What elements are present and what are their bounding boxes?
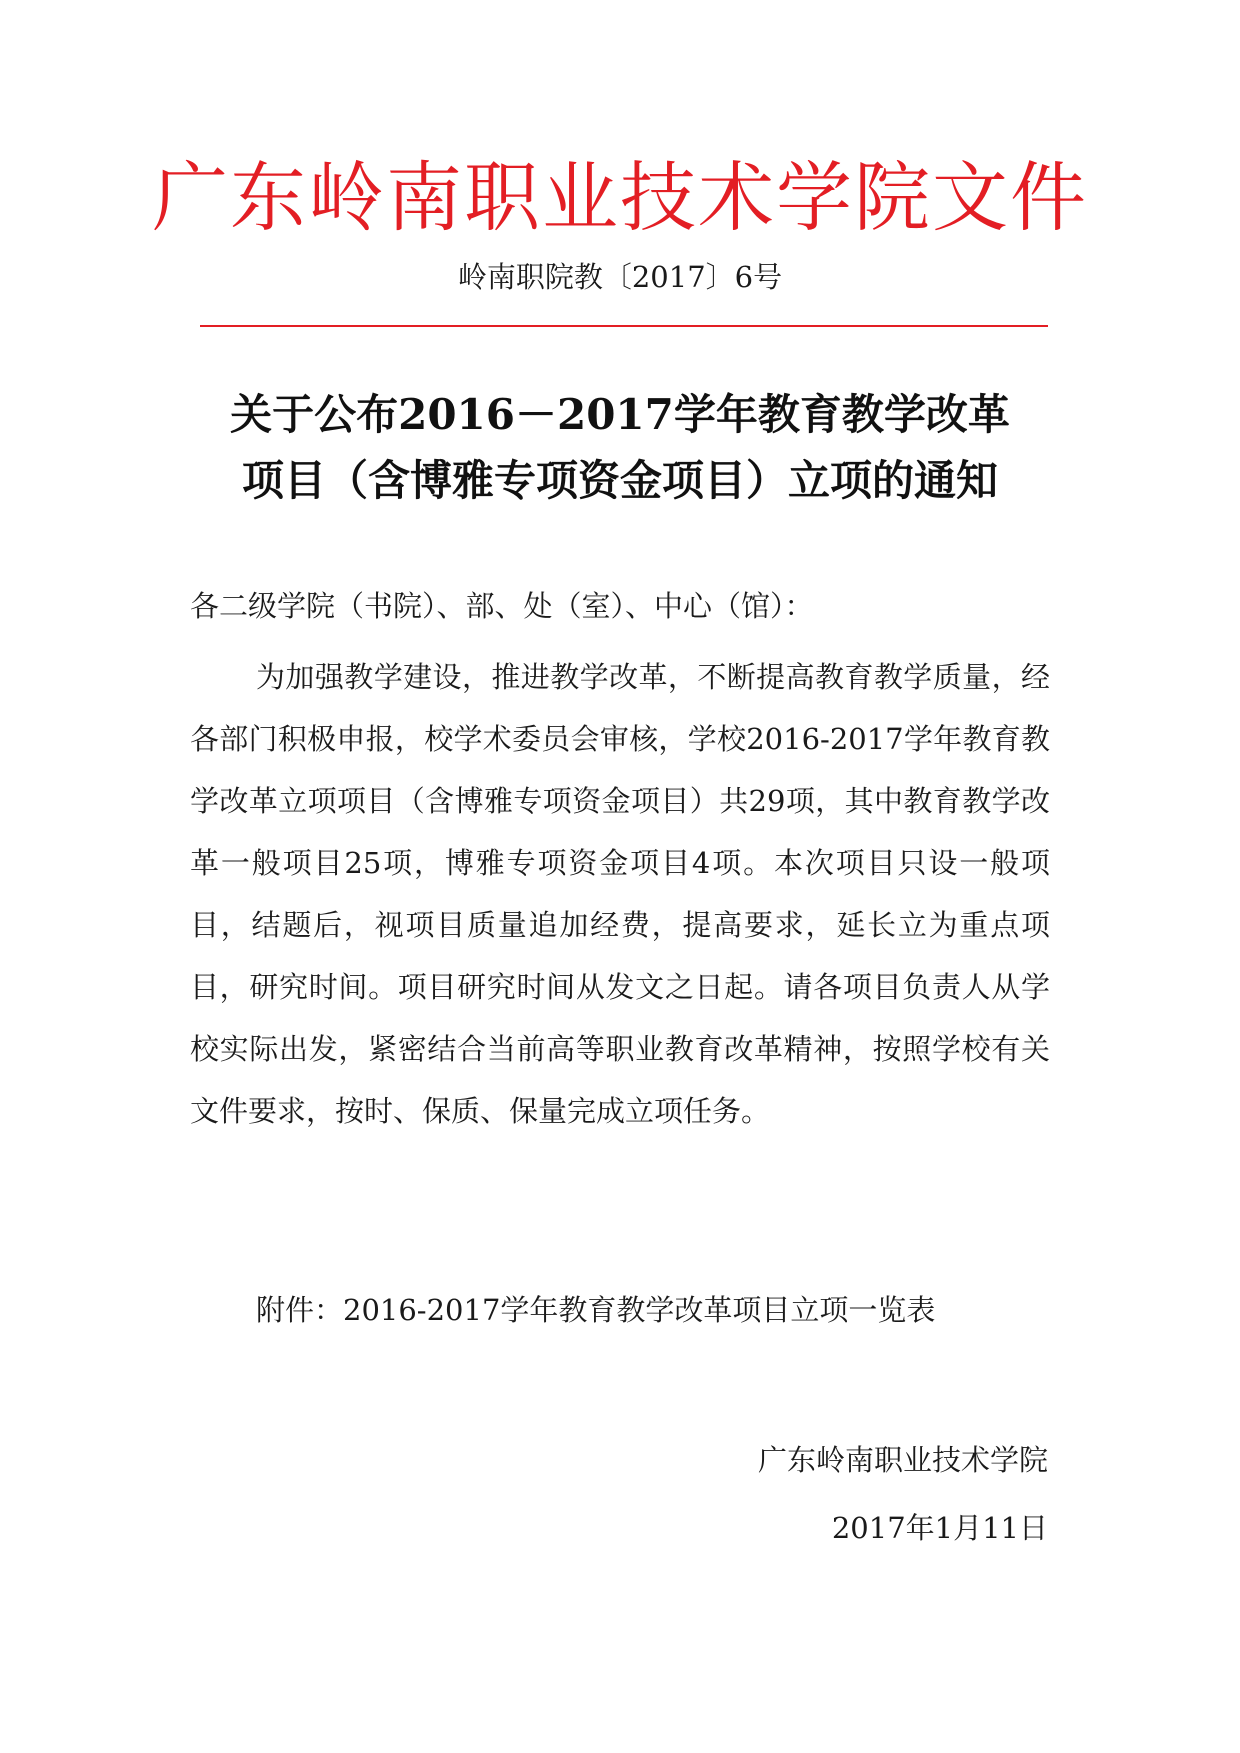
attachment-line: 附件：2016-2017学年教育教学改革项目立项一览表 [256, 1293, 936, 1327]
document-number: 岭南职院教〔2017〕6号 [457, 260, 783, 294]
masthead-title: 广东岭南职业技术学院文件 [152, 153, 1088, 242]
body-paragraph: 为加强教学建设，推进教学改革，不断提高教育教学质量，经各部门积极申报，校学术委员会审核，学校2016-2017学年教育教学改革立项项目（含博雅专项资金项目）共29项，其中教育教学改革一般项目25项，博雅专项资金项目4项。本次项目只设一般项目，结题后，视项目质量追加经费，提高要求，延长立为重点项目，研究时间。项目研究时间从发文之日起。请各项目负责人从学校实际出发，紧密结合当前高等职业教育改革精神，按照学校有关文件要求，按时、保质、保量完成立项任务。 [190, 660, 1050, 1128]
red-divider-line [200, 325, 1048, 327]
notice-title [0, 382, 1240, 514]
issuer-name: 广东岭南职业技术学院 [757, 1443, 1048, 1477]
issue-date: 2017年1月11日 [831, 1511, 1048, 1545]
signature-block [758, 1426, 1048, 1562]
salutation: 各二级学院（书院）、部、处（室）、中心（馆）： [190, 589, 814, 623]
notice-title-line-1: 关于公布2016－2017学年教育教学改革 [230, 390, 1010, 439]
notice-title-line-2: 项目（含博雅专项资金项目）立项的通知 [241, 456, 998, 505]
